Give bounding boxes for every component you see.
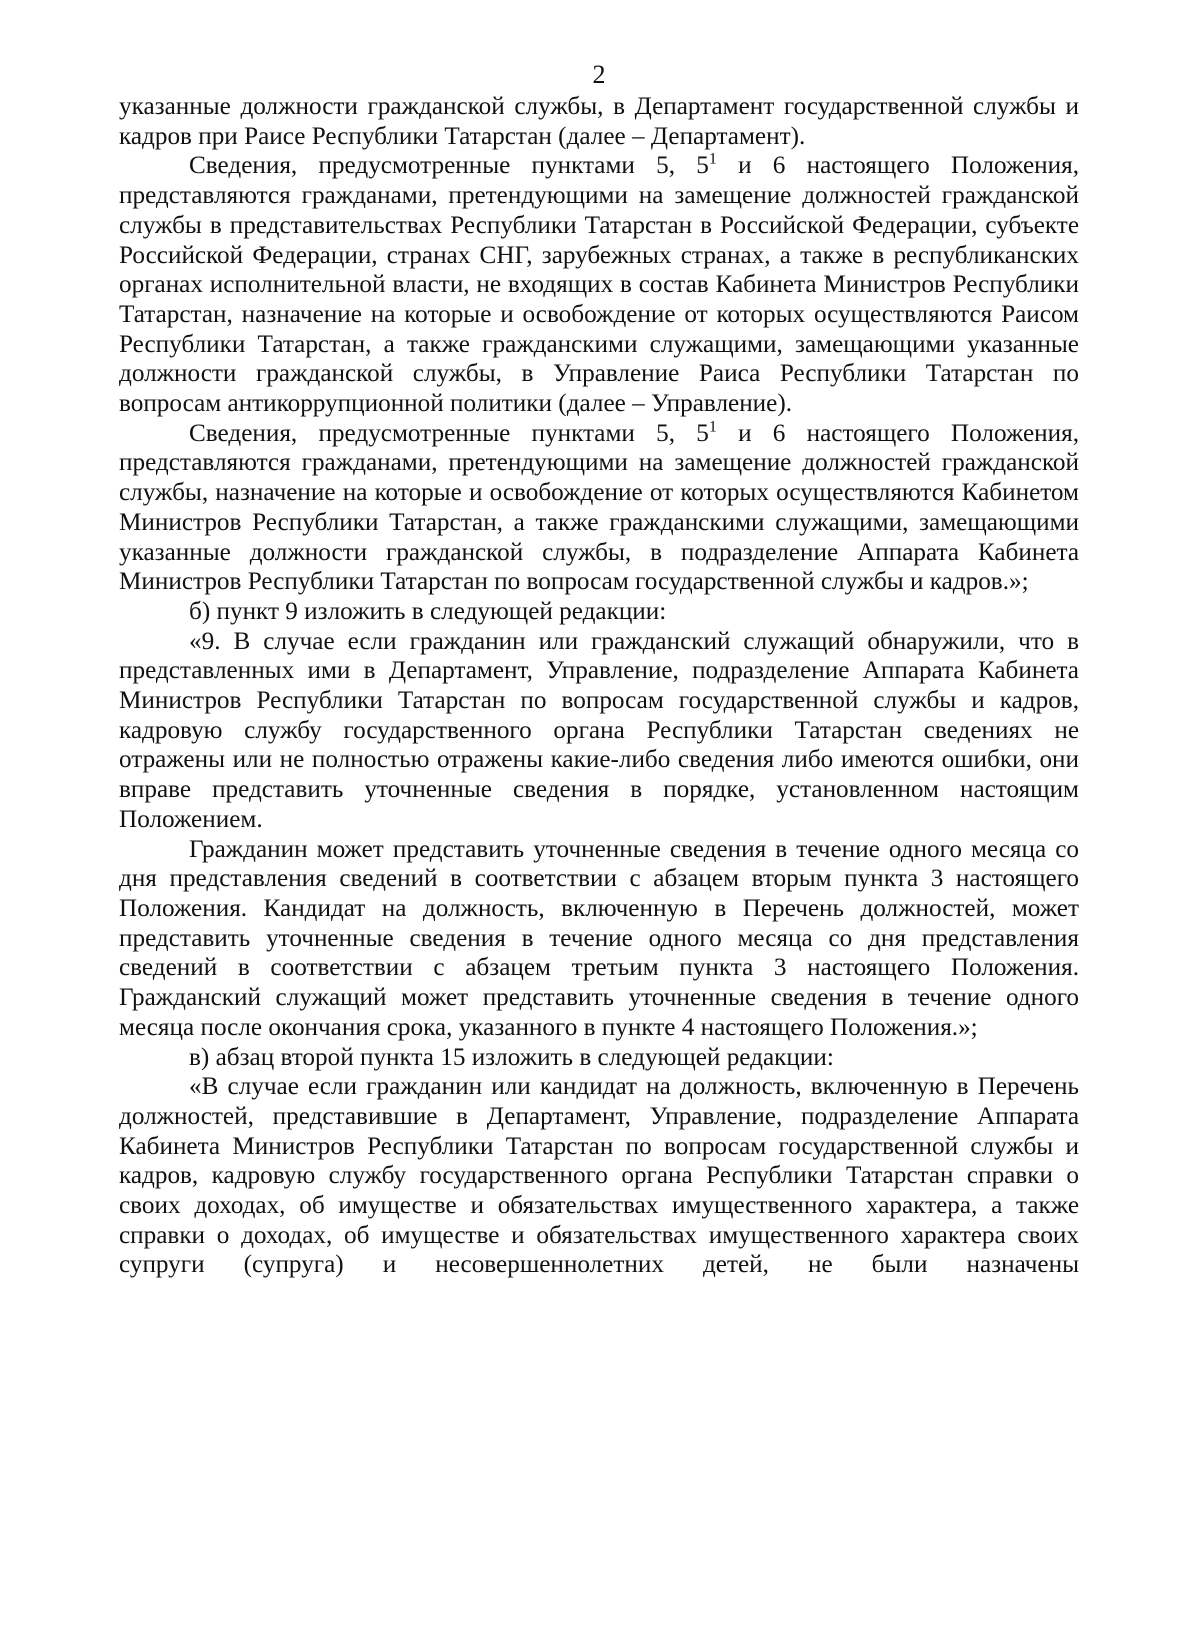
paragraph-4: б) пункт 9 изложить в следующей редакции: [189, 597, 667, 625]
paragraph-2-superscript: 1 [708, 151, 717, 169]
paragraph-7: в) абзац второй пункта 15 изложить в следующей редакции: [189, 1043, 834, 1071]
paragraph-3-text-before: Сведения, предусмотренные пунктами 5, 5 [189, 419, 709, 447]
paragraph-2-text-after: и 6 настоящего Положения, представляются гражданами, претендующими на замещение должностей гражданской службы в представительствах Республики Татарстан в Российской Федерации, субъекте Российской Федерации, странах СНГ, зарубежных странах, а также в республиканских органах исполнительной власти, не входящих в состав Кабинета Министров Республики Татарстан, назначение на которые и освобождение от которых осуществляются Раисом Республики Татарстан, а также гражданскими служащими, замещающими указанные должности гражданской службы, в Управление Раиса Республики Татарстан по вопросам антикоррупционной политики (далее – Управление). [119, 152, 1079, 418]
paragraph-3 [119, 419, 1079, 597]
paragraph-8: «В случае если гражданин или кандидат на должность, включенную в Перечень должностей, представившие в Департамент, Управление, подразделение Аппарата Кабинета Министров Республики Татарстан по вопросам государственной службы и кадров, кадровую службу государственного органа Республики Татарстан справки о своих доходах, об имуществе и обязательствах имущественного характера, а также справки о доходах, об имуществе и обязательствах имущественного характера своих супруги (супруга) и несовершеннолетних детей, не были назначены [119, 1073, 1079, 1279]
paragraph-6: Гражданин может представить уточненные сведения в течение одного месяца со дня представления сведений в соответствии с абзацем вторым пункта 3 настоящего Положения. Кандидат на должность, включенную в Перечень должностей, может представить уточненные сведения в течение одного месяца со дня представления сведений в соответствии с абзацем третьим пункта 3 настоящего Положения. Гражданский служащий может представить уточненные сведения в течение одного месяца после окончания срока, указанного в пункте 4 настоящего Положения.»; [119, 835, 1079, 1041]
paragraph-2 [119, 151, 1079, 418]
paragraph-3-text-after: и 6 настоящего Положения, представляются гражданами, претендующими на замещение должностей гражданской службы, назначение на которые и освобождение от которых осуществляются Кабинетом Министров Республики Татарстан, а также гражданскими служащими, замещающими указанные должности гражданской службы, в подразделение Аппарата Кабинета Министров Республики Татарстан по вопросам государственной службы и кадров.»; [119, 419, 1079, 596]
paragraph-1: указанные должности гражданской службы, в Департамент государственной службы и кадров при Раисе Республики Татарстан (далее – Департамент). [119, 93, 1079, 150]
paragraph-2-text-before: Сведения, предусмотренные пунктами 5, 5 [189, 152, 709, 180]
paragraph-5: «9. В случае если гражданин или гражданский служащий обнаружили, что в представленных ими в Департамент, Управление, подразделение Аппарата Кабинета Министров Республики Татарстан по вопросам государственной службы и кадров, кадровую службу государственного органа Республики Татарстан сведениях не отражены или не полностью отражены какие-либо сведения либо имеются ошибки, они вправе представить уточненные сведения в порядке, установленном настоящим Положением. [119, 627, 1079, 833]
page-number: 2 [592, 60, 606, 89]
document-body [119, 92, 1079, 1280]
paragraph-3-superscript: 1 [708, 418, 717, 436]
document-page [119, 60, 1079, 1280]
